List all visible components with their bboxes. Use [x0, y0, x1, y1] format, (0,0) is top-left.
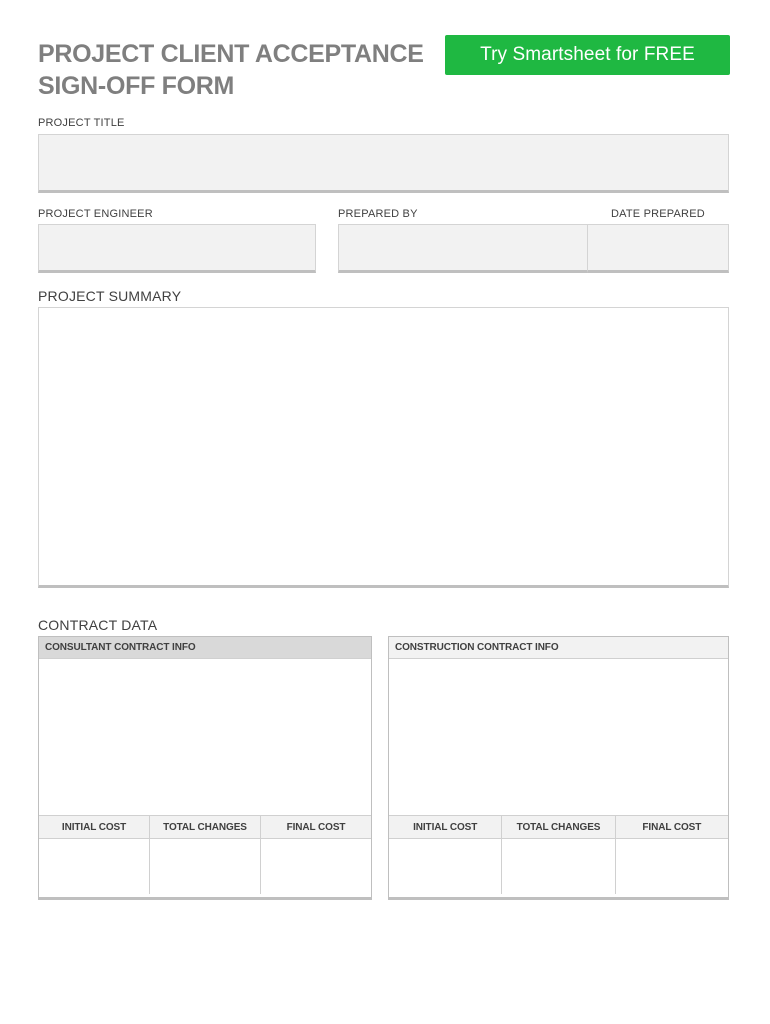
consultant-final-cost-input[interactable]	[261, 839, 371, 894]
construction-contract-panel	[388, 636, 729, 900]
project-engineer-label: PROJECT ENGINEER	[38, 208, 153, 220]
consultant-contract-panel	[38, 636, 372, 900]
construction-initial-cost-header: INITIAL COST	[389, 816, 502, 838]
consultant-cost-header-row	[39, 816, 371, 839]
construction-total-changes-header: TOTAL CHANGES	[502, 816, 615, 838]
consultant-initial-cost-input[interactable]	[39, 839, 150, 894]
consultant-cost-value-row	[39, 839, 371, 894]
date-prepared-label: DATE PREPARED	[611, 208, 705, 220]
consultant-initial-cost-header: INITIAL COST	[39, 816, 150, 838]
consultant-contract-heading: CONSULTANT CONTRACT INFO	[39, 637, 371, 659]
project-title-label: PROJECT TITLE	[38, 117, 125, 129]
prepared-by-label: PREPARED BY	[338, 208, 418, 220]
construction-initial-cost-input[interactable]	[389, 839, 502, 894]
project-summary-label: PROJECT SUMMARY	[38, 288, 182, 304]
construction-contract-info-area[interactable]	[389, 659, 728, 816]
contract-data-label: CONTRACT DATA	[38, 617, 158, 633]
page-title	[38, 38, 428, 102]
page-title-line-1: PROJECT CLIENT ACCEPTANCE	[38, 40, 424, 68]
project-title-input[interactable]	[38, 134, 729, 193]
consultant-final-cost-header: FINAL COST	[286, 821, 346, 833]
consultant-total-changes-header: TOTAL CHANGES	[150, 816, 261, 838]
page-title-line-2: SIGN-OFF FORM	[38, 72, 235, 100]
consultant-total-changes-input[interactable]	[150, 839, 261, 894]
project-engineer-input[interactable]	[38, 224, 316, 273]
prepared-by-input[interactable]	[338, 224, 588, 273]
date-prepared-input[interactable]	[587, 224, 729, 273]
consultant-contract-info-area[interactable]	[39, 659, 371, 816]
construction-total-changes-input[interactable]	[502, 839, 615, 894]
try-smartsheet-button[interactable]: Try Smartsheet for FREE	[445, 35, 730, 75]
construction-cost-value-row	[389, 839, 728, 894]
construction-final-cost-header: FINAL COST	[642, 821, 702, 833]
project-summary-textarea[interactable]	[38, 307, 729, 588]
construction-cost-header-row	[389, 816, 728, 839]
construction-contract-heading: CONSTRUCTION CONTRACT INFO	[389, 637, 728, 659]
construction-final-cost-input[interactable]	[616, 839, 728, 894]
